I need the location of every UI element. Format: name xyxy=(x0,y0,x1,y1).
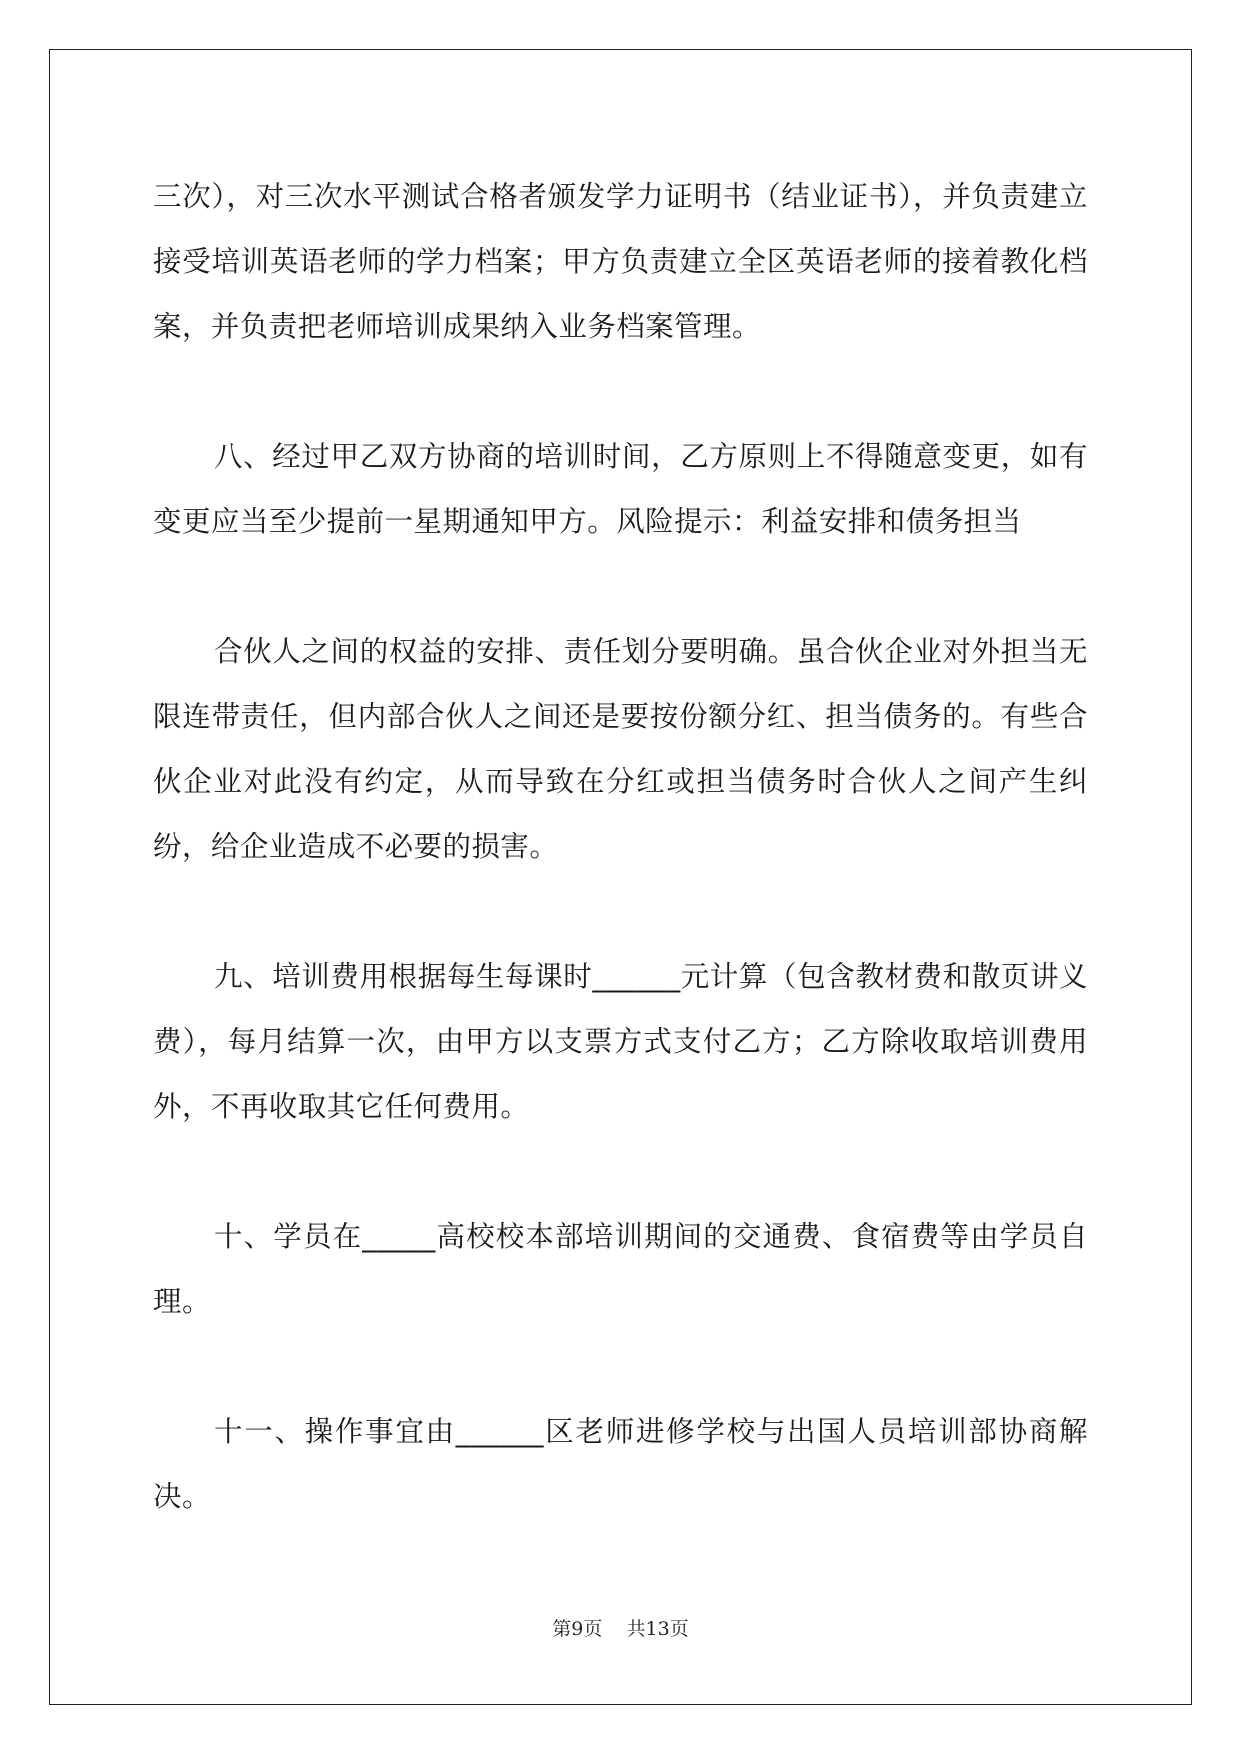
document-body xyxy=(153,164,1088,1529)
paragraph-clause-8: 八、经过甲乙双方协商的培训时间，乙方原则上不得随意变更，如有变更应当至少提前一星期通知甲方。风险提示：利益安排和债务担当 xyxy=(153,440,1088,538)
page-number: 第9页 共13页 xyxy=(552,1618,689,1640)
paragraph-clause-10: 十、学员在_____高校校本部培训期间的交通费、食宿费等由学员自理。 xyxy=(153,1220,1088,1318)
paragraph-partner-rights: 合伙人之间的权益的安排、责任划分要明确。虽合伙企业对外担当无限连带责任，但内部合伙人之间还是要按份额分红、担当债务的。有些合伙企业对此没有约定，从而导致在分红或担当债务时合伙人之间产生纠纷，给企业造成不必要的损害。 xyxy=(153,635,1088,863)
paragraph-continuation: 三次），对三次水平测试合格者颁发学力证明书（结业证书），并负责建立接受培训英语老师的学力档案；甲方负责建立全区英语老师的接着教化档案，并负责把老师培训成果纳入业务档案管理。 xyxy=(153,180,1088,343)
paragraph-clause-9: 九、培训费用根据每生每课时______元计算（包含教材费和散页讲义费），每月结算一次，由甲方以支票方式支付乙方；乙方除收取培训费用外，不再收取其它任何费用。 xyxy=(153,960,1088,1123)
paragraph-clause-11: 十一、操作事宜由______区老师进修学校与出国人员培训部协商解决。 xyxy=(153,1415,1088,1513)
